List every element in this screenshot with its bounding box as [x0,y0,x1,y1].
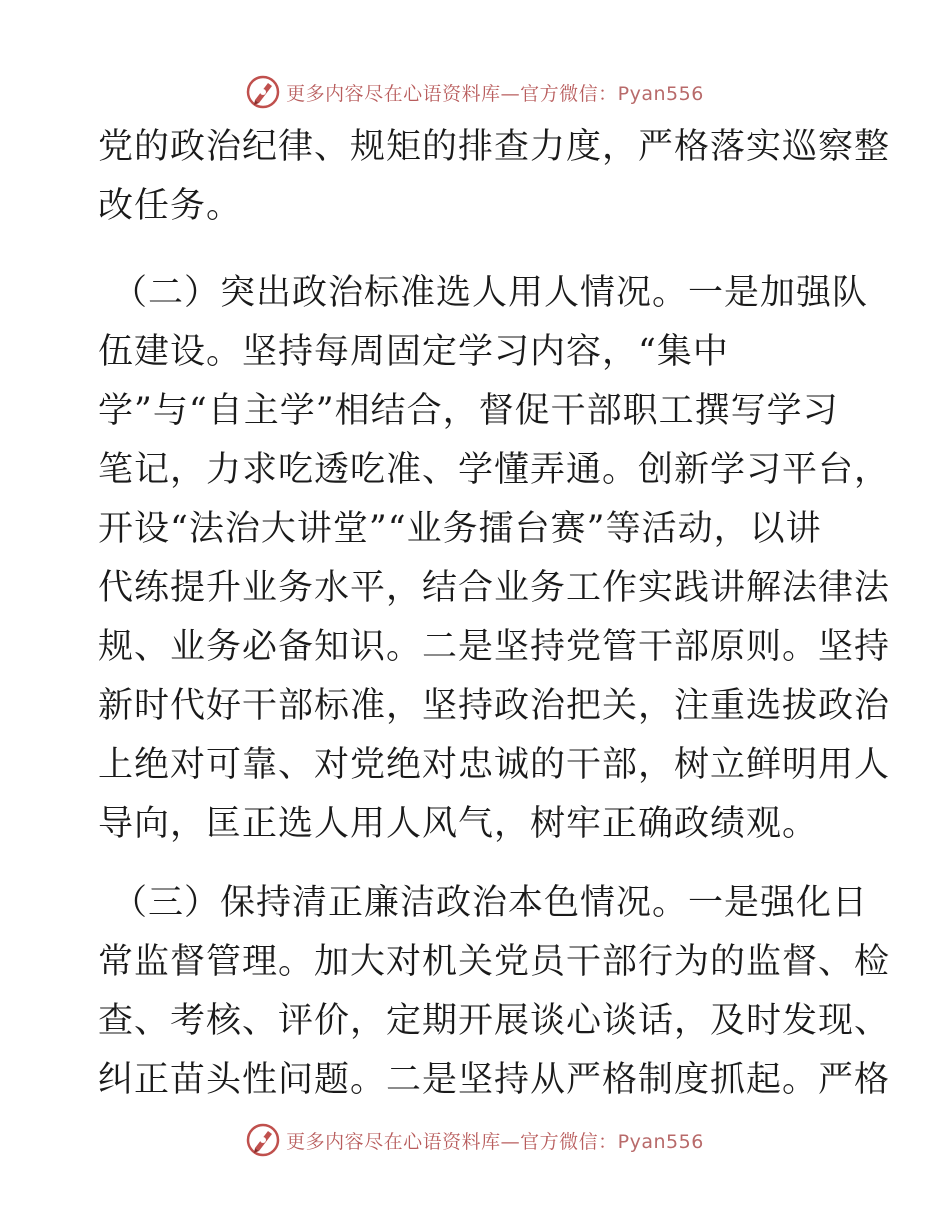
text-line: 伍建设。坚持每周固定学习内容，“集中 [98,332,729,372]
footer-banner-text: 更多内容尽在心语资料库—官方微信：Pyan556 [286,1130,704,1153]
header-account: Pyan556 [617,82,704,105]
document-body [98,118,891,1110]
text-line: 代练提升业务水平，结合业务工作实践讲解法律法 [98,568,891,608]
text-line: 改任务。 [98,186,243,226]
paragraph-3 [98,874,891,1110]
text-line: 学”与“自主学”相结合，督促干部职工撰写学习 [98,391,839,431]
text-line: 导向，匡正选人用人风气，树牢正确政绩观。 [98,804,819,844]
page-footer [0,1120,950,1160]
text-line: （三）保持清正廉洁政治本色情况。一是强化日 [112,883,869,923]
footer-account: Pyan556 [617,1130,704,1153]
text-line: 纠正苗头性问题。二是坚持从严格制度抓起。严格 [98,1060,891,1100]
red-pen-logo-icon [246,75,280,109]
header-banner-text: 更多内容尽在心语资料库—官方微信：Pyan556 [286,82,704,105]
text-line: 开设“法治大讲堂”“业务擂台赛”等活动，以讲 [98,509,822,549]
paragraph-1 [98,118,891,236]
text-line: （二）突出政治标准选人用人情况。一是加强队 [112,273,869,313]
header-banner [246,75,704,109]
text-line: 党的政治纪律、规矩的排查力度，严格落实巡察整 [98,127,891,167]
text-line: 笔记，力求吃透吃准、学懂弄通。创新学习平台， [98,450,891,490]
page-header [0,72,950,112]
red-pen-logo-icon [246,1123,280,1157]
text-line: 上绝对可靠、对党绝对忠诚的干部，树立鲜明用人 [98,745,891,785]
text-line: 规、业务必备知识。二是坚持党管干部原则。坚持 [98,627,891,667]
footer-banner [246,1123,704,1157]
text-line: 新时代好干部标准，坚持政治把关，注重选拔政治 [98,686,891,726]
text-line: 查、考核、评价，定期开展谈心谈话，及时发现、 [98,1001,891,1041]
paragraph-2 [98,264,891,854]
text-line: 常监督管理。加大对机关党员干部行为的监督、检 [98,942,891,982]
